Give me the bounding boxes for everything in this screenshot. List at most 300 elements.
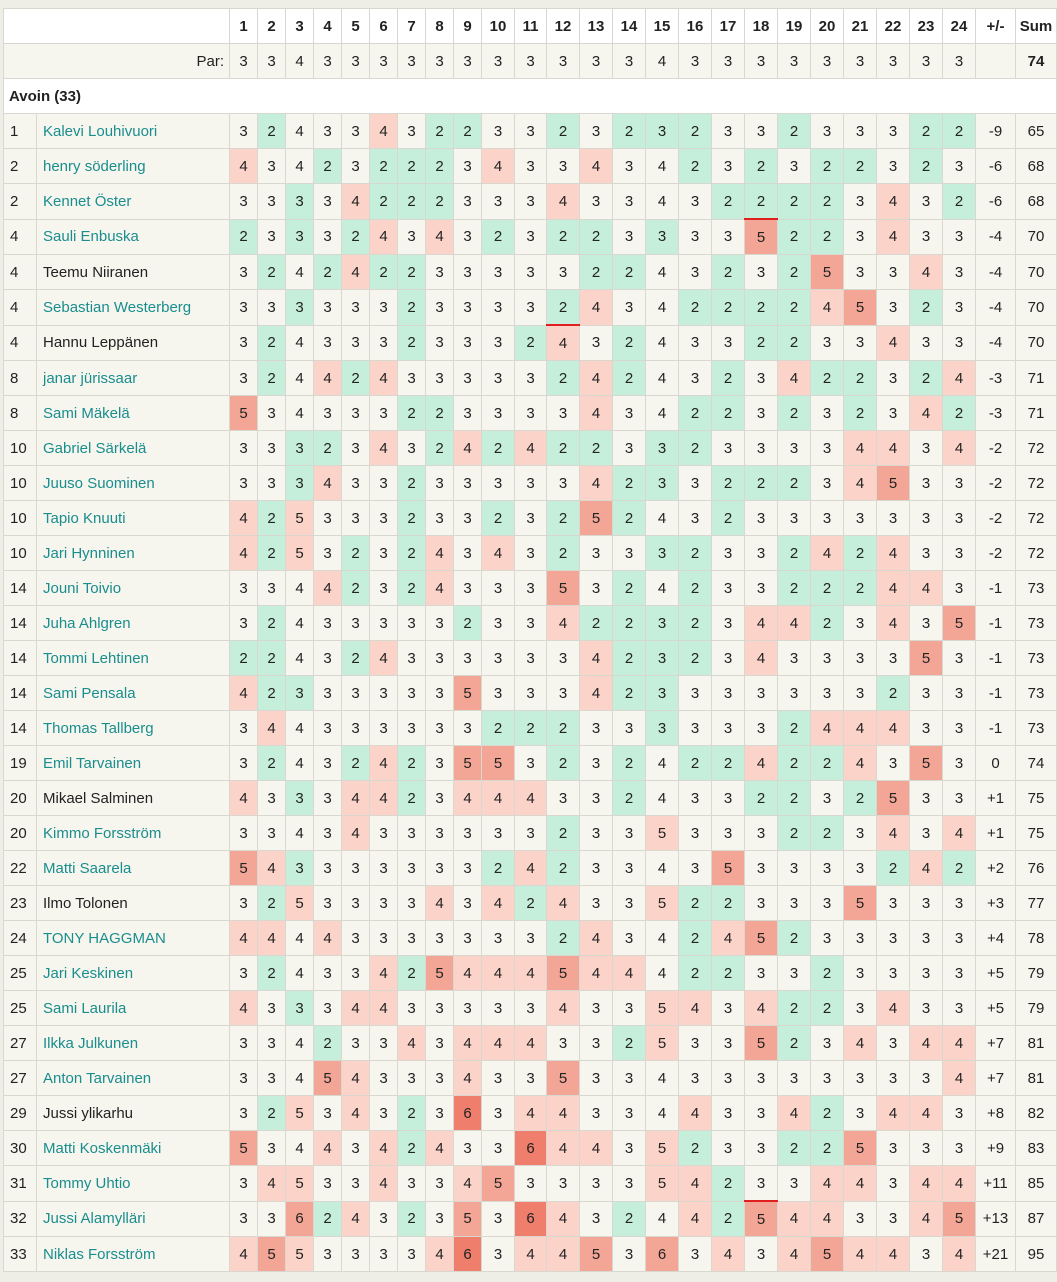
hole-score: 2 — [712, 956, 745, 991]
hole-score: 2 — [778, 325, 811, 361]
player-row — [4, 114, 1057, 149]
hole-score: 2 — [778, 290, 811, 326]
hole-score: 4 — [877, 1237, 910, 1272]
hole-score: 2 — [844, 361, 877, 396]
hole-score: 2 — [398, 466, 426, 501]
hole-number: 8 — [426, 9, 454, 44]
hole-score: 3 — [679, 184, 712, 220]
hole-score: 5 — [580, 501, 613, 536]
player-total: 85 — [1016, 1166, 1057, 1202]
hole-number: 19 — [778, 9, 811, 44]
hole-score: 2 — [778, 921, 811, 956]
player-name-link[interactable]: Kennet Öster — [37, 184, 230, 220]
hole-score: 4 — [679, 1201, 712, 1237]
hole-score: 4 — [580, 641, 613, 676]
hole-score: 3 — [314, 184, 342, 220]
hole-score: 4 — [370, 1166, 398, 1202]
hole-score: 4 — [230, 149, 258, 184]
hole-score: 3 — [910, 991, 943, 1026]
hole-score: 3 — [515, 361, 547, 396]
hole-score: 5 — [811, 1237, 844, 1272]
hole-score: 4 — [778, 606, 811, 641]
hole-score: 3 — [342, 886, 370, 921]
hole-score: 4 — [482, 956, 515, 991]
player-total: 95 — [1016, 1237, 1057, 1272]
player-row — [4, 501, 1057, 536]
hole-score: 5 — [286, 1096, 314, 1131]
hole-score: 3 — [370, 1237, 398, 1272]
player-row — [4, 1201, 1057, 1237]
hole-score: 4 — [515, 1096, 547, 1131]
hole-score: 3 — [811, 676, 844, 711]
player-name-link[interactable]: Tommi Lehtinen — [37, 641, 230, 676]
player-row — [4, 816, 1057, 851]
hole-score: 3 — [342, 114, 370, 149]
hole-score: 4 — [910, 255, 943, 290]
hole-score: 4 — [515, 1026, 547, 1061]
player-name-link[interactable]: Thomas Tallberg — [37, 711, 230, 746]
player-name-link[interactable]: Anton Tarvainen — [37, 1061, 230, 1096]
player-total: 72 — [1016, 536, 1057, 571]
player-position: 14 — [4, 641, 37, 676]
player-position: 14 — [4, 606, 37, 641]
player-name-link[interactable]: janar jürissaar — [37, 361, 230, 396]
hole-score: 3 — [613, 219, 646, 255]
hole-score: 3 — [910, 466, 943, 501]
hole-score: 3 — [314, 991, 342, 1026]
hole-score: 3 — [454, 816, 482, 851]
hole-score: 3 — [515, 746, 547, 781]
hole-score: 3 — [646, 219, 679, 255]
player-plus-minus: -1 — [976, 711, 1016, 746]
hole-score: 3 — [482, 1096, 515, 1131]
hole-score: 3 — [398, 361, 426, 396]
player-row — [4, 325, 1057, 361]
hole-score: 4 — [778, 1201, 811, 1237]
hole-score: 5 — [547, 956, 580, 991]
hole-score: 3 — [398, 431, 426, 466]
player-name-link[interactable]: Matti Koskenmäki — [37, 1131, 230, 1166]
hole-score: 4 — [646, 956, 679, 991]
player-name-link[interactable]: Matti Saarela — [37, 851, 230, 886]
hole-score: 2 — [370, 255, 398, 290]
player-name-link[interactable]: Kimmo Forsström — [37, 816, 230, 851]
hole-score: 3 — [230, 956, 258, 991]
hole-score: 3 — [877, 1166, 910, 1202]
hole-score: 3 — [342, 501, 370, 536]
hole-score: 3 — [712, 606, 745, 641]
hole-score: 4 — [646, 746, 679, 781]
hole-score: 3 — [646, 536, 679, 571]
header-blank — [4, 9, 230, 44]
player-plus-minus: +3 — [976, 886, 1016, 921]
hole-score: 2 — [613, 746, 646, 781]
hole-score: 3 — [877, 641, 910, 676]
hole-score: 4 — [286, 641, 314, 676]
hole-score: 2 — [613, 361, 646, 396]
hole-score: 4 — [646, 921, 679, 956]
hole-score: 3 — [646, 606, 679, 641]
hole-number: 1 — [230, 9, 258, 44]
hole-score: 3 — [426, 606, 454, 641]
player-name-link[interactable]: Juha Ahlgren — [37, 606, 230, 641]
hole-score: 3 — [778, 501, 811, 536]
hole-score: 2 — [811, 571, 844, 606]
hole-score: 3 — [877, 114, 910, 149]
hole-score: 2 — [943, 114, 976, 149]
hole-score: 5 — [745, 1201, 778, 1237]
hole-score: 3 — [580, 184, 613, 220]
hole-score: 3 — [342, 1237, 370, 1272]
player-name-link[interactable]: Sami Laurila — [37, 991, 230, 1026]
hole-score: 3 — [580, 886, 613, 921]
hole-score: 3 — [877, 501, 910, 536]
player-position: 4 — [4, 290, 37, 326]
player-plus-minus: +1 — [976, 816, 1016, 851]
hole-score: 4 — [342, 991, 370, 1026]
player-position: 1 — [4, 114, 37, 149]
hole-score: 2 — [613, 571, 646, 606]
player-name-link[interactable]: Sami Mäkelä — [37, 396, 230, 431]
hole-score: 4 — [580, 149, 613, 184]
player-total: 78 — [1016, 921, 1057, 956]
hole-score: 4 — [370, 114, 398, 149]
hole-score: 2 — [778, 711, 811, 746]
player-name-link[interactable]: Jari Keskinen — [37, 956, 230, 991]
hole-score: 3 — [230, 114, 258, 149]
player-name-link[interactable]: Jussi Alamylläri — [37, 1201, 230, 1237]
hole-score: 3 — [613, 1237, 646, 1272]
hole-score: 4 — [258, 1166, 286, 1202]
hole-score: 3 — [745, 1061, 778, 1096]
hole-score: 3 — [943, 466, 976, 501]
hole-score: 3 — [370, 396, 398, 431]
hole-score: 3 — [778, 676, 811, 711]
hole-score: 3 — [943, 746, 976, 781]
player-position: 10 — [4, 466, 37, 501]
hole-score: 3 — [844, 606, 877, 641]
hole-score: 3 — [515, 1061, 547, 1096]
hole-score: 4 — [286, 711, 314, 746]
hole-score: 2 — [258, 606, 286, 641]
hole-score: 4 — [370, 1131, 398, 1166]
player-name: Mikael Salminen — [37, 781, 230, 816]
hole-score: 3 — [910, 536, 943, 571]
hole-score: 3 — [482, 325, 515, 361]
hole-score: 2 — [258, 501, 286, 536]
hole-score: 2 — [515, 711, 547, 746]
hole-score: 2 — [877, 676, 910, 711]
player-row — [4, 184, 1057, 220]
player-name-link[interactable]: Sebastian Westerberg — [37, 290, 230, 326]
player-name-link[interactable]: henry söderling — [37, 149, 230, 184]
hole-score: 2 — [342, 361, 370, 396]
hole-score: 3 — [286, 290, 314, 326]
player-name-link[interactable]: Kalevi Louhivuori — [37, 114, 230, 149]
hole-score: 4 — [547, 886, 580, 921]
hole-score: 3 — [811, 1061, 844, 1096]
hole-score: 5 — [745, 1026, 778, 1061]
hole-score: 3 — [482, 1131, 515, 1166]
player-name-link[interactable]: Emil Tarvainen — [37, 746, 230, 781]
par-value: 3 — [454, 44, 482, 79]
hole-score: 2 — [844, 781, 877, 816]
hole-score: 3 — [515, 184, 547, 220]
hole-score: 3 — [745, 501, 778, 536]
hole-score: 3 — [877, 1061, 910, 1096]
hole-score: 4 — [454, 431, 482, 466]
hole-score: 3 — [613, 851, 646, 886]
hole-score: 3 — [877, 746, 910, 781]
hole-score: 4 — [811, 290, 844, 326]
hole-score: 4 — [370, 219, 398, 255]
hole-score: 3 — [370, 606, 398, 641]
hole-score: 3 — [580, 1026, 613, 1061]
hole-score: 2 — [712, 886, 745, 921]
hole-score: 3 — [258, 816, 286, 851]
hole-score: 3 — [580, 1166, 613, 1202]
hole-score: 5 — [844, 290, 877, 326]
hole-score: 3 — [745, 851, 778, 886]
hole-score: 2 — [613, 255, 646, 290]
hole-score: 3 — [482, 676, 515, 711]
hole-score: 3 — [712, 325, 745, 361]
player-name-link[interactable]: Sauli Enbuska — [37, 219, 230, 255]
hole-score: 4 — [613, 956, 646, 991]
hole-score: 5 — [910, 746, 943, 781]
player-position: 8 — [4, 396, 37, 431]
hole-score: 2 — [398, 746, 426, 781]
hole-score: 4 — [547, 606, 580, 641]
player-row — [4, 571, 1057, 606]
player-name-link[interactable]: Ilkka Julkunen — [37, 1026, 230, 1061]
hole-score: 3 — [314, 606, 342, 641]
hole-score: 2 — [547, 711, 580, 746]
par-value: 3 — [613, 44, 646, 79]
hole-score: 4 — [844, 1166, 877, 1202]
player-position: 23 — [4, 886, 37, 921]
hole-score: 3 — [454, 571, 482, 606]
hole-score: 4 — [646, 1201, 679, 1237]
hole-score: 4 — [342, 255, 370, 290]
player-total: 71 — [1016, 396, 1057, 431]
player-position: 4 — [4, 325, 37, 361]
hole-score: 2 — [230, 641, 258, 676]
par-value: 3 — [580, 44, 613, 79]
hole-score: 3 — [482, 114, 515, 149]
hole-score: 3 — [258, 781, 286, 816]
hole-score: 2 — [712, 290, 745, 326]
hole-score: 5 — [745, 219, 778, 255]
hole-score: 2 — [778, 816, 811, 851]
hole-score: 4 — [679, 991, 712, 1026]
hole-score: 2 — [398, 396, 426, 431]
player-name-link[interactable]: Niklas Forsström — [37, 1237, 230, 1272]
player-row — [4, 781, 1057, 816]
hole-score: 2 — [613, 325, 646, 361]
player-position: 2 — [4, 149, 37, 184]
player-plus-minus: +2 — [976, 851, 1016, 886]
player-plus-minus: -4 — [976, 219, 1016, 255]
player-name-link[interactable]: Jari Hynninen — [37, 536, 230, 571]
hole-score: 3 — [426, 711, 454, 746]
hole-score: 4 — [745, 606, 778, 641]
hole-score: 2 — [712, 746, 745, 781]
hole-score: 4 — [811, 536, 844, 571]
hole-score: 3 — [454, 255, 482, 290]
hole-score: 3 — [712, 1131, 745, 1166]
hole-score: 3 — [877, 149, 910, 184]
hole-score: 3 — [342, 956, 370, 991]
hole-score: 4 — [646, 1061, 679, 1096]
hole-score: 4 — [230, 676, 258, 711]
hole-score: 3 — [943, 219, 976, 255]
player-position: 2 — [4, 184, 37, 220]
hole-score: 2 — [314, 1201, 342, 1237]
hole-score: 3 — [910, 325, 943, 361]
hole-score: 3 — [943, 956, 976, 991]
hole-score: 3 — [398, 676, 426, 711]
hole-score: 3 — [454, 184, 482, 220]
hole-score: 3 — [646, 431, 679, 466]
hole-score: 3 — [258, 1061, 286, 1096]
hole-score: 3 — [426, 361, 454, 396]
hole-score: 3 — [712, 219, 745, 255]
player-position: 33 — [4, 1237, 37, 1272]
hole-score: 4 — [286, 606, 314, 641]
player-total: 83 — [1016, 1131, 1057, 1166]
hole-score: 3 — [778, 851, 811, 886]
hole-score: 4 — [844, 746, 877, 781]
hole-score: 2 — [547, 114, 580, 149]
player-name-link[interactable]: Sami Pensala — [37, 676, 230, 711]
hole-score: 2 — [398, 571, 426, 606]
hole-score: 3 — [613, 396, 646, 431]
hole-score: 2 — [679, 431, 712, 466]
hole-score: 3 — [712, 1026, 745, 1061]
hole-score: 3 — [745, 255, 778, 290]
hole-score: 3 — [286, 676, 314, 711]
hole-score: 5 — [314, 1061, 342, 1096]
hole-score: 3 — [943, 290, 976, 326]
hole-score: 2 — [258, 325, 286, 361]
hole-score: 2 — [426, 149, 454, 184]
hole-score: 3 — [454, 396, 482, 431]
hole-score: 3 — [515, 606, 547, 641]
hole-score: 3 — [646, 711, 679, 746]
hole-score: 3 — [547, 676, 580, 711]
hole-score: 3 — [679, 781, 712, 816]
player-total: 74 — [1016, 746, 1057, 781]
player-plus-minus: -1 — [976, 606, 1016, 641]
player-name-link[interactable]: Tapio Knuuti — [37, 501, 230, 536]
player-name-link[interactable]: Gabriel Särkelä — [37, 431, 230, 466]
par-value: 3 — [482, 44, 515, 79]
player-plus-minus: -1 — [976, 676, 1016, 711]
par-value: 3 — [712, 44, 745, 79]
hole-score: 4 — [547, 1237, 580, 1272]
hole-score: 3 — [482, 1201, 515, 1237]
hole-number: 6 — [370, 9, 398, 44]
hole-score: 4 — [844, 1237, 877, 1272]
hole-score: 2 — [778, 536, 811, 571]
hole-score: 4 — [778, 1237, 811, 1272]
hole-score: 4 — [370, 991, 398, 1026]
hole-score: 3 — [712, 1061, 745, 1096]
hole-score: 5 — [547, 1061, 580, 1096]
hole-score: 3 — [258, 431, 286, 466]
hole-score: 4 — [580, 921, 613, 956]
hole-score: 3 — [613, 1096, 646, 1131]
hole-score: 3 — [482, 571, 515, 606]
hole-score: 3 — [314, 1096, 342, 1131]
hole-score: 6 — [515, 1131, 547, 1166]
hole-score: 3 — [454, 219, 482, 255]
hole-score: 2 — [613, 114, 646, 149]
hole-score: 2 — [712, 1201, 745, 1237]
hole-score: 3 — [370, 466, 398, 501]
hole-score: 2 — [679, 396, 712, 431]
hole-score: 4 — [370, 746, 398, 781]
player-name-link[interactable]: Tommy Uhtio — [37, 1166, 230, 1202]
hole-score: 3 — [515, 991, 547, 1026]
hole-score: 2 — [342, 571, 370, 606]
hole-number: 18 — [745, 9, 778, 44]
player-total: 68 — [1016, 184, 1057, 220]
hole-score: 3 — [712, 431, 745, 466]
hole-score: 3 — [646, 641, 679, 676]
hole-score: 2 — [778, 746, 811, 781]
group-title: Avoin (33) — [4, 79, 1057, 114]
hole-score: 2 — [778, 114, 811, 149]
hole-score: 4 — [314, 921, 342, 956]
hole-score: 4 — [943, 431, 976, 466]
player-position: 31 — [4, 1166, 37, 1202]
hole-score: 3 — [943, 711, 976, 746]
hole-score: 3 — [286, 431, 314, 466]
hole-score: 2 — [580, 431, 613, 466]
hole-score: 3 — [679, 711, 712, 746]
hole-score: 4 — [482, 149, 515, 184]
hole-score: 3 — [811, 114, 844, 149]
hole-score: 5 — [286, 501, 314, 536]
hole-score: 3 — [426, 746, 454, 781]
hole-score: 4 — [342, 1061, 370, 1096]
hole-score: 3 — [342, 1131, 370, 1166]
player-name-link[interactable]: TONY HAGGMAN — [37, 921, 230, 956]
par-value: 3 — [679, 44, 712, 79]
hole-score: 2 — [745, 325, 778, 361]
hole-score: 3 — [230, 1061, 258, 1096]
hole-score: 3 — [745, 1166, 778, 1202]
player-name-link[interactable]: Juuso Suominen — [37, 466, 230, 501]
hole-score: 2 — [258, 361, 286, 396]
hole-score: 3 — [398, 114, 426, 149]
hole-score: 2 — [515, 886, 547, 921]
hole-score: 3 — [398, 1166, 426, 1202]
hole-score: 3 — [712, 641, 745, 676]
player-name-link[interactable]: Jouni Toivio — [37, 571, 230, 606]
hole-score: 3 — [811, 325, 844, 361]
hole-score: 4 — [547, 1201, 580, 1237]
hole-score: 3 — [258, 1026, 286, 1061]
hole-score: 3 — [515, 396, 547, 431]
hole-score: 6 — [286, 1201, 314, 1237]
hole-score: 3 — [712, 991, 745, 1026]
hole-score: 3 — [580, 851, 613, 886]
hole-score: 3 — [613, 1131, 646, 1166]
par-value: 3 — [258, 44, 286, 79]
